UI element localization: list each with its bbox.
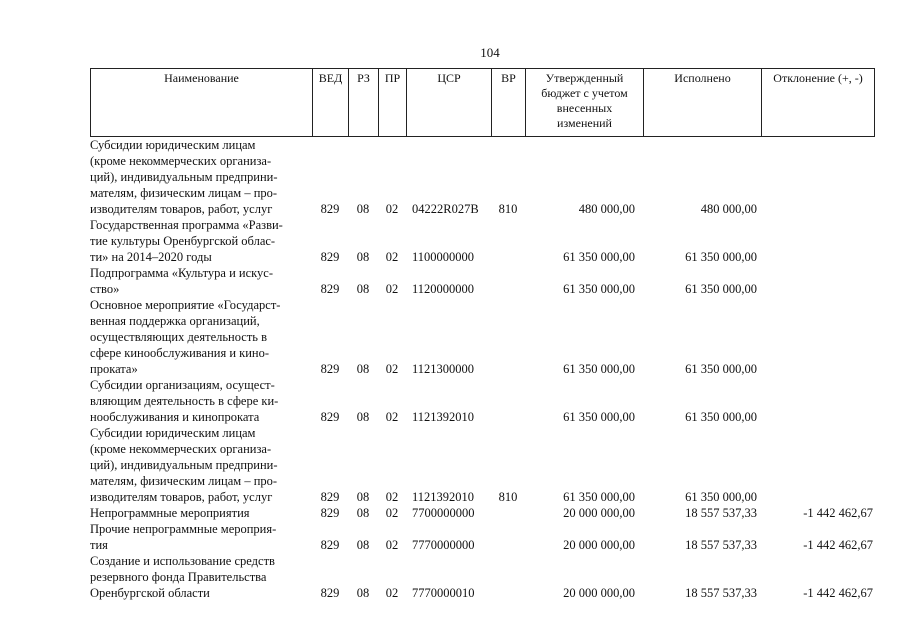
table-row xyxy=(90,425,890,505)
row-pr: 02 xyxy=(385,362,399,376)
row-pr: 02 xyxy=(385,586,399,600)
row-pr: 02 xyxy=(385,538,399,552)
row-executed: 18 557 537,33 xyxy=(685,586,757,600)
header-vr: ВР xyxy=(492,69,526,137)
row-ved: 829 xyxy=(320,490,340,504)
row-ved: 829 xyxy=(320,282,340,296)
table-row xyxy=(90,377,890,425)
table-row xyxy=(90,297,890,377)
row-csr: 7770000010 xyxy=(412,586,475,600)
row-pr: 02 xyxy=(385,202,399,216)
row-name: Субсидии юридическим лицам (кроме некоммерческих организа- ций), индивидуальным предприни- мателям, физическим лицам – про- изводителям товаров, работ, услуг xyxy=(90,138,278,216)
row-executed: 480 000,00 xyxy=(700,202,757,216)
row-csr: 7770000000 xyxy=(412,538,475,552)
row-pr: 02 xyxy=(385,282,399,296)
row-budget: 61 350 000,00 xyxy=(563,282,635,296)
row-executed: 61 350 000,00 xyxy=(685,490,757,504)
row-rz: 08 xyxy=(356,362,370,376)
table-row xyxy=(90,265,890,297)
row-pr: 02 xyxy=(385,410,399,424)
table-row xyxy=(90,137,890,217)
page-number: 104 xyxy=(480,45,500,60)
row-pr: 02 xyxy=(385,250,399,264)
row-rz: 08 xyxy=(356,202,370,216)
row-budget: 20 000 000,00 xyxy=(563,506,635,520)
row-ved: 829 xyxy=(320,202,340,216)
row-rz: 08 xyxy=(356,410,370,424)
row-name: Создание и использование средств резервного фонда Правительства Оренбургской области xyxy=(90,554,275,600)
row-rz: 08 xyxy=(356,490,370,504)
row-pr: 02 xyxy=(385,506,399,520)
row-ved: 829 xyxy=(320,410,340,424)
row-budget: 61 350 000,00 xyxy=(563,410,635,424)
row-deviation: -1 442 462,67 xyxy=(803,586,873,600)
row-csr: 1121392010 xyxy=(412,410,475,424)
row-name: Субсидии организациям, осущест- вляющим деятельность в сфере ки- нообслуживания и кинопроката xyxy=(90,378,279,424)
row-csr: 7700000000 xyxy=(412,506,475,520)
row-name: Государственная программа «Разви- тие культуры Оренбургской облас- ти» на 2014–2020 годы xyxy=(90,218,283,264)
row-executed: 18 557 537,33 xyxy=(685,538,757,552)
row-budget: 61 350 000,00 xyxy=(563,250,635,264)
table-body xyxy=(90,137,890,601)
row-budget: 20 000 000,00 xyxy=(563,538,635,552)
row-ved: 829 xyxy=(320,538,340,552)
header-csr: ЦСР xyxy=(407,69,492,137)
row-rz: 08 xyxy=(356,506,370,520)
row-executed: 61 350 000,00 xyxy=(685,362,757,376)
row-name: Непрограммные мероприятия xyxy=(90,506,250,520)
row-csr: 1120000000 xyxy=(412,282,475,296)
row-rz: 08 xyxy=(356,282,370,296)
row-deviation: -1 442 462,67 xyxy=(803,506,873,520)
row-rz: 08 xyxy=(356,538,370,552)
row-pr: 02 xyxy=(385,490,399,504)
table-row xyxy=(90,505,890,521)
row-executed: 18 557 537,33 xyxy=(685,506,757,520)
header-pr: ПР xyxy=(379,69,407,137)
row-budget: 61 350 000,00 xyxy=(563,490,635,504)
row-ved: 829 xyxy=(320,586,340,600)
row-executed: 61 350 000,00 xyxy=(685,250,757,264)
table-row xyxy=(90,521,890,553)
row-csr: 1121300000 xyxy=(412,362,475,376)
header-deviation: Отклонение (+, -) xyxy=(762,69,875,137)
table-row xyxy=(90,553,890,601)
header-executed: Исполнено xyxy=(644,69,762,137)
header-budget: Утвержденный бюджет с учетом внесенных изменений xyxy=(526,69,644,137)
row-budget: 20 000 000,00 xyxy=(563,586,635,600)
header-ved: ВЕД xyxy=(313,69,349,137)
row-ved: 829 xyxy=(320,506,340,520)
row-budget: 61 350 000,00 xyxy=(563,362,635,376)
row-budget: 480 000,00 xyxy=(578,202,635,216)
row-csr: 1121392010 xyxy=(412,490,475,504)
table-header xyxy=(90,68,875,137)
row-vr: 810 xyxy=(498,202,518,216)
row-name: Подпрограмма «Культура и искус- ство» xyxy=(90,266,273,296)
row-rz: 08 xyxy=(356,250,370,264)
row-name: Основное мероприятие «Государст- венная поддержка организаций, осуществляющих деятельность в сфере кинообслуживания и кино- проката» xyxy=(90,298,281,376)
row-ved: 829 xyxy=(320,362,340,376)
table-row xyxy=(90,217,890,265)
row-deviation: -1 442 462,67 xyxy=(803,538,873,552)
row-name: Прочие непрограммные мероприя- тия xyxy=(90,522,277,552)
row-ved: 829 xyxy=(320,250,340,264)
row-csr: 1100000000 xyxy=(412,250,475,264)
row-csr: 04222R027B xyxy=(412,202,479,216)
row-executed: 61 350 000,00 xyxy=(685,282,757,296)
row-vr: 810 xyxy=(498,490,518,504)
row-rz: 08 xyxy=(356,586,370,600)
row-name: Субсидии юридическим лицам (кроме некоммерческих организа- ций), индивидуальным предприни- мателям, физическим лицам – про- изводителям товаров, работ, услуг xyxy=(90,426,278,504)
header-name: Наименование xyxy=(91,69,313,137)
header-rz: РЗ xyxy=(349,69,379,137)
row-executed: 61 350 000,00 xyxy=(685,410,757,424)
